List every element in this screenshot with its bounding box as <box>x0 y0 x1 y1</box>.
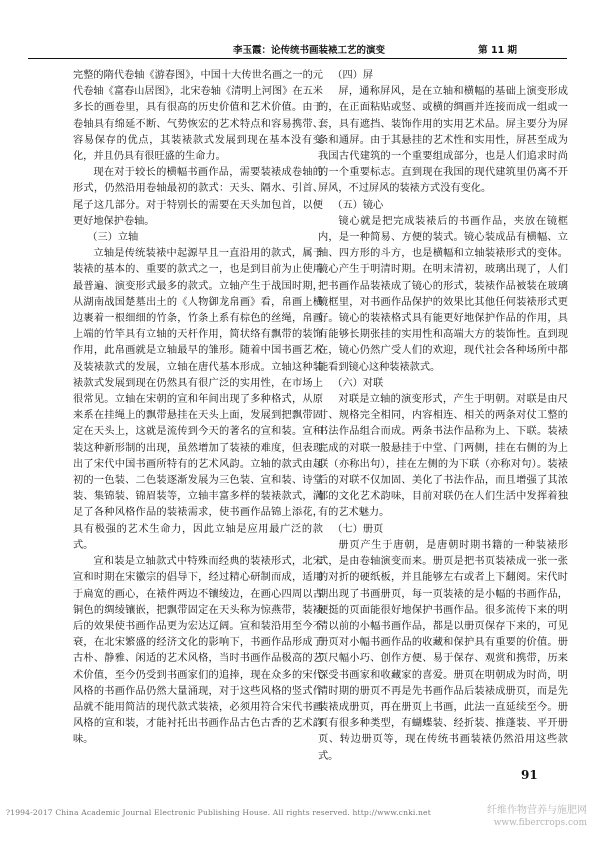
page-number: 91 <box>521 768 538 782</box>
body-paragraph: 屏，通称屏风，是在立轴和横幅的基础上演变形成的，在正面粘贴或竖、或横的绸画并连接而成一组或一套，具有遮挡、装饰作用的实用艺术品。屏主要分为屏条和通屏。由于其悬挂的艺术性和实用性，屏甚至成为我国古代建筑的一个重要组成部分，也是人们追求时尚的一个重要标志。直到现在我国的现代建筑里仍离不开屏风，不过屏风的装裱方式没有变化。 <box>318 86 568 195</box>
section-heading: （三）立轴 <box>87 232 139 244</box>
left-column <box>73 68 323 749</box>
issue-number: 第 11 期 <box>478 45 517 56</box>
body-paragraph: 对联是立轴的演变形式，产生于明朝。对联是由尺寸、规格完全相同，内容相连、相关的两条对仗工整的书法作品组合而成。两条书法作品称为上、下联。装裱完成的对联一般悬挂于中堂、门两侧，挂在右侧的为上联（亦称出句），挂在左侧的为下联（亦称对句）。装裱后的对联不仅加固、美化了书法作品，而且增强了其浓郁的文化艺术韵味，目前对联仍在人们生活中发挥着独有的艺术魅力。 <box>318 394 568 519</box>
site-watermark <box>487 804 587 830</box>
body-paragraph: 宣和装是立轴款式中特殊而经典的装裱形式，北宋宣和时期在宋徽宗的倡导下，经过精心研制而成，适用于扁宽的画心，在裱件两边不镶绫边，在画心四周以古铜色的绸绫镶嵌，把飘带固定在天头称为惊燕带，装裱后的效果使书画作品更为宏达辽阔。宣和装沿用至今不衰，在北宋繁盛的经济文化的影响下，书画作品形成了古朴、静雅、闲适的艺术风格，当时书画作品极高的艺术价值，至今仍受到书画家们的追捧，现在众多的宋代风格的书画作品仍然大量涌现，对于这些风格的竖式作品就不能用简洁的现代款式装裱，必须用符合宋代书画风格的宣和装，才能衬托出书画作品古色古香的艺术韵味。 <box>73 556 323 746</box>
body-paragraph: 立轴是传统装裱中起源早且一直沿用的款式，属于装裱的基本的、重要的款式之一，也是到目前为止使用最普遍、演变形式最多的款式。立轴产生于战国时期，从湖南战国楚墓出土的《人物御龙帛画》看，帛画上横边裹着一根细细的竹条，竹条上系有棕色的丝绳，帛画上端的竹竿具有立轴的天杆作用，简状络有飘带的装饰作用，此帛画就是立轴最早的雏形。随着中国书画艺术及装裱款式的发展，立轴在唐代基本形成。立轴这种装裱款式发展到现在仍然具有很广泛的实用性，在市场上很常见。立轴在宋朝的宣和年间出现了多种格式，从原来系在挂绳上的飘带悬挂在天头上面，发展到把飘带固定在天头上，这就是流传到今天的著名的宣和装。宣和装这种新形制的出现，虽然增加了装裱的难度，但表现出了宋代中国书画所特有的艺术风韵。立轴的款式由起初的一色装、二色装逐渐发展为三色装、宣和装、诗堂装、集锦装、锦眉装等，立轴丰富多样的装裱款式，满足了各种风格作品的装裱需求，使书画作品锦上添花，具有极强的艺术生命力，因此立轴是应用最广泛的款式。 <box>73 248 323 551</box>
section-heading: （五）镜心 <box>332 199 384 211</box>
watermark-url: www.fibercrops.com <box>493 818 587 828</box>
section-heading: （四）屏 <box>332 70 374 81</box>
copyright-footer: ?1994-2017 China Academic Journal Electronic Publishing House. All rights reserved. http://www.cnki.net <box>6 808 431 817</box>
body-paragraph: 册页产生于唐朝，是唐朝时期书籍的一种装裱形式，是由卷轴演变而来。册页是把书页装裱成一张一张的对折的硬纸板，并且能够左右或者上下翻阅。宋代时期出现了书画册页，每一页装裱的是小幅的书画作品，硬挺的页面能很好地保护书画作品。很多流传下来的明清以前的小幅书画作品，都是以册页保存下来的，可见册页对小幅书画作品的收藏和保护具有重要的价值。册页尺幅小巧、创作方便、易于保存、观赏和携带，历来深受书画家和收藏家的喜爱。册页在明朝成为时尚，明清时期的册页不再是先书画作品后装裱成册页，而是先装裱成册页，再在册页上书画，此法一直延续至今。册页有很多种类型，有蝴蝶装、经折装、推蓬装、平开册页、转边册页等，现在传统书画装裱仍然沿用这些款式。 <box>318 539 568 762</box>
body-paragraph: 完整的隋代卷轴《游春图》，中国十大传世名画之一的元代卷轴《富春山居图》，北宋卷轴《清明上河图》在五米多长的画卷里，具有很高的历史价值和艺术价值。由于卷轴具有绵延不断、气势恢宏的艺术特点和容易携带、容易保存的优点，其装裱款式发展到现在基本没有变化，并且仍具有很旺盛的生命力。 <box>73 70 323 163</box>
running-header <box>28 40 567 59</box>
section-heading: （六）对联 <box>332 377 384 389</box>
right-column <box>318 68 568 765</box>
watermark-title: 纤维作物营养与施肥网 <box>487 805 587 816</box>
section-heading: （七）册页 <box>332 523 384 535</box>
body-paragraph: 镜心就是把完成装裱后的书画作品，夹放在镜框内，是一种简易、方便的装式。镜心装成品有横幅、立轴、四方形的斗方，也是横幅和立轴装裱形式的变体。镜心产生于明清时期。在明末清初，玻璃出现了，人们把书画作品装裱成了镜心的形式，装裱作品被装在玻璃镜框里，对书画作品保护的效果比其他任何装裱形式更好。镜心的装裱格式具有能更好地保护作品的作用，具有能够长期张挂的实用性和高端大方的装饰性。直到现在，镜心仍然广受人们的欢迎，现代社会各种场所中都能看到镜心这种装裱款式。 <box>318 215 568 373</box>
running-title: 李玉霞：论传统书画装裱工艺的演变 <box>233 45 386 56</box>
body-paragraph: 现在对于较长的横幅书画作品，需要装裱成卷轴的形式，仍然沿用卷轴最初的款式：天头、隔水、引首、尾子这几部分。对于特别长的需要在天头加包首，以便更好地保护卷轴。 <box>73 167 323 227</box>
